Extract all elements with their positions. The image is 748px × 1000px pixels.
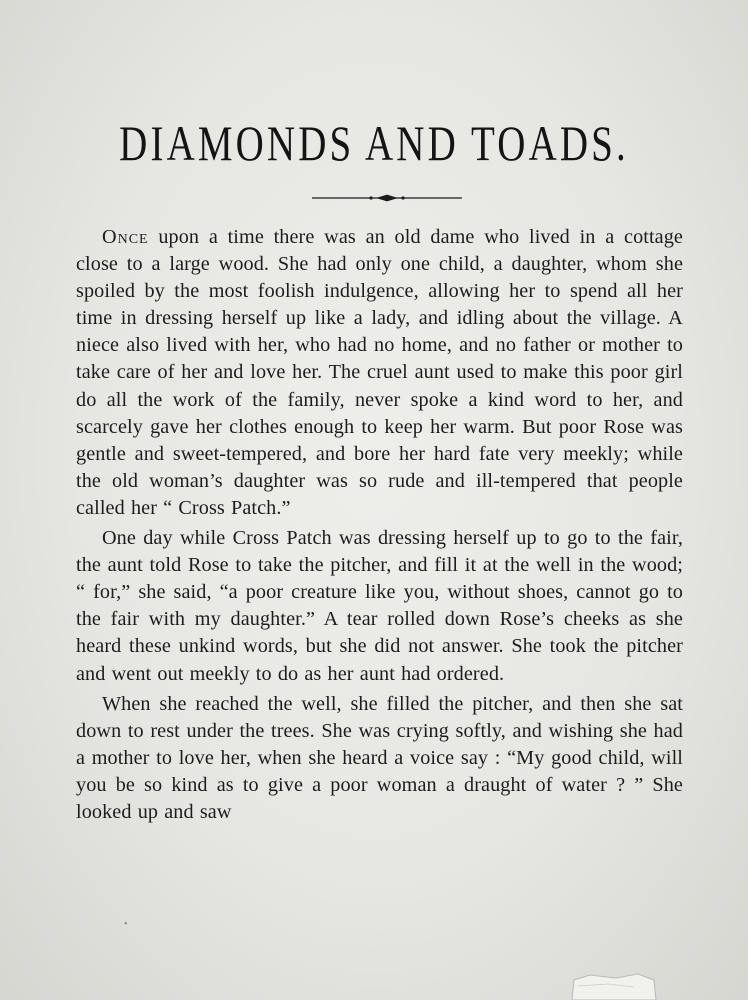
torn-paper-mark: [568, 966, 658, 1000]
story-text: [76, 224, 683, 826]
ornamental-divider: [312, 192, 462, 204]
paper-speck: •: [124, 919, 128, 930]
page-title: DIAMONDS AND TOADS.: [119, 115, 629, 171]
paragraph-1-text: upon a time there was an old dame who lived in a cottage close to a large wood. She had only one child, a daughter, whom she spoiled by the most foolish indulgence, allowing her to spend all her time in dressing herself up like a lady, and idling about the village. A niece also lived with her, who had no home, and no father or mother to take care of her and love her. The cruel aunt used to make this poor girl do all the work of the family, never spoke a kind word to her, and scarcely gave her clothes enough to keep her warm. But poor Rose was gentle and sweet-tempered, and bore her hard fate very meekly; while the old woman’s daughter was so rude and ill-tempered that people called her “ Cross Patch.”: [76, 226, 683, 519]
paragraph-1: [76, 224, 683, 522]
opening-word: Once: [102, 226, 149, 248]
paragraph-3: When she reached the well, she filled the pitcher, and then she sat down to rest under the trees. She was crying softly, and wishing she had a mother to love her, when she heard a voice say : “My good child, will you be so kind as to give a poor woman a draught of water ? ” She looked up and saw: [76, 692, 683, 823]
paragraph-2: One day while Cross Patch was dressing herself up to go to the fair, the aunt told Rose to take the pitcher, and fill it at the well in the wood; “ for,” she said, “a poor creature like you, without shoes, cannot go to the fair with my daughter.” A tear rolled down Rose’s cheeks as she heard these unkind words, but she did not answer. She took the pitcher and went out meekly to do as her aunt had ordered.: [76, 527, 683, 685]
